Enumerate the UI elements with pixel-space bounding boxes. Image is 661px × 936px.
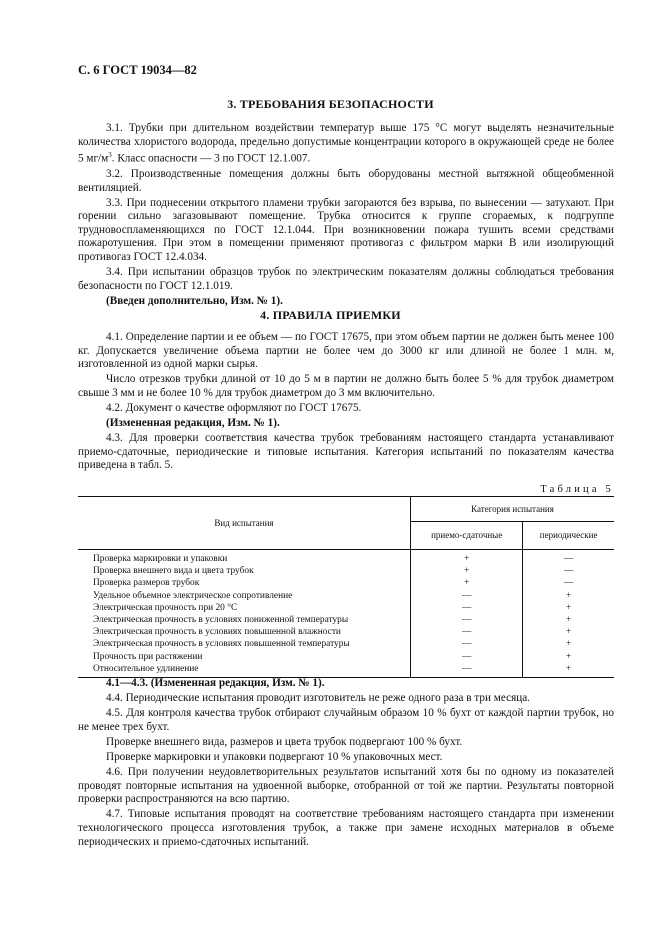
paragraph-3-4: 3.4. При испытании образцов трубок по электрическим показателям должны соблюдаться требования безопасности по ГОСТ 12.1.019. — [78, 266, 614, 292]
acceptance-mark-cell: — — [411, 614, 523, 626]
test-name-cell: Относительное удлинение — [78, 663, 411, 678]
test-name-cell: Электрическая прочность в условиях пониженной температуры — [93, 615, 349, 626]
paragraph-3-3: 3.3. При поднесении открытого пламени трубки загораются без взрыва, по вынесении — затухают. При горении сильно загазовывают помещение. Трубка относится к группе сгораемых, к подгруппе трудновоспламеняющихся по ГОСТ 12.1.044. При возникновении пожара тушить всеми средствами пожаротушения. При этом в помещении применяют противогаз с фильтром марки В или изолирующий противогаз ГОСТ 12.4.034. — [78, 196, 614, 264]
acceptance-mark-cell: — — [411, 590, 523, 602]
table-row — [78, 651, 614, 663]
col-header-test-type: Вид испытания — [78, 497, 411, 550]
periodic-mark-cell: + — [523, 651, 614, 663]
test-name-cell: Электрическая прочность при 20 °С — [93, 602, 238, 613]
table-row — [78, 614, 614, 626]
acceptance-mark-cell: — — [411, 663, 523, 678]
col-header-acceptance: приемо-сдаточные — [411, 522, 523, 550]
amendment-note-3: (Введен дополнительно, Изм. № 1). — [106, 294, 283, 307]
section-4-title: 4. ПРАВИЛА ПРИЕМКИ — [260, 308, 401, 322]
periodic-mark-cell: + — [523, 638, 614, 650]
periodic-mark-cell: — — [523, 550, 614, 566]
paragraph-4-1-cont: Число отрезков трубки длиной от 10 до 5 м в партии не должно быть более 5 % для трубок диаметром свыше 3 мм и не более 10 % для трубок диаметром до 3 мм включительно. — [78, 373, 614, 399]
test-name-cell: Проверка внешнего вида и цвета трубок — [93, 566, 254, 577]
test-name-cell: Электрическая прочность в условиях повышенной температуры — [93, 639, 350, 650]
paragraph-4-2: 4.2. Документ о качестве оформляют по ГОСТ 17675. — [106, 401, 362, 414]
table-5-body — [78, 550, 614, 678]
acceptance-mark-cell: — — [411, 638, 523, 650]
table-5 — [78, 496, 614, 678]
acceptance-mark-cell: + — [411, 577, 523, 589]
acceptance-mark-cell: — — [411, 626, 523, 638]
section-3-body — [78, 122, 614, 310]
test-name-cell: Удельное объемное электрическое сопротивление — [93, 590, 293, 601]
section-3-title: 3. ТРЕБОВАНИЯ БЕЗОПАСНОСТИ — [227, 97, 434, 111]
paragraph-4-5: 4.5. Для контроля качества трубок отбирают случайным образом 10 % бухт от каждой партии трубок, но не менее трех бухт. — [78, 707, 614, 733]
col-header-category: Категория испытания — [411, 497, 615, 522]
table-row — [78, 602, 614, 614]
test-name-cell: Проверка размеров трубок — [93, 578, 200, 589]
table-row — [78, 663, 614, 678]
paragraph-4-1: 4.1. Определение партии и ее объем — по ГОСТ 17675, при этом объем партии не должен быть менее 100 кг. Допускается увеличение объема партии не более чем до 3000 кг или длиной не более 1 млн. м, изготовленной из одной марки сырья. — [78, 331, 614, 371]
paragraph-4-5-b: Проверке внешнего вида, размеров и цвета трубок подвергают 100 % бухт. — [106, 735, 463, 748]
section-4-continued — [78, 677, 614, 851]
periodic-mark-cell: — — [523, 577, 614, 589]
section-4-body — [78, 331, 614, 474]
test-name-cell: Электрическая прочность в условиях повышенной влажности — [93, 627, 341, 638]
table-row — [78, 638, 614, 650]
table-row — [78, 590, 614, 602]
paragraph-3-1: 3.1. Трубки при длительном воздействии температур выше 175 °С могут выделять незначительные количества хлористого водорода, предельно допустимые концентрации которого в окружающей среде не более 5 $мг/м^3$. Класс опасности — 3 по ГОСТ 12.1.007. — [78, 122, 614, 165]
paragraph-3-2: 3.2. Производственные помещения должны быть оборудованы местной вытяжной общеобменной вентиляцией. — [78, 168, 614, 194]
periodic-mark-cell: + — [523, 602, 614, 614]
periodic-mark-cell: + — [523, 663, 614, 678]
acceptance-mark-cell: + — [411, 565, 523, 577]
periodic-mark-cell: + — [523, 590, 614, 602]
table-5-caption: Таблица 5 — [540, 484, 614, 495]
table-row — [78, 626, 614, 638]
amendment-note-4-2: (Измененная редакция, Изм. № 1). — [106, 417, 280, 430]
paragraph-4-6: 4.6. При получении неудовлетворительных результатов испытаний хотя бы по одному из показателей проводят повторные испытания на удвоенной выборке, отобранной от той же партии. Результаты повторной проверки распространяются на всю партию. — [78, 766, 614, 806]
acceptance-mark-cell: + — [411, 550, 523, 566]
periodic-mark-cell: — — [523, 565, 614, 577]
acceptance-mark-cell: — — [411, 602, 523, 614]
periodic-mark-cell: + — [523, 614, 614, 626]
paragraph-4-4: 4.4. Периодические испытания проводит изготовитель не реже одного раза в три месяца. — [106, 692, 530, 705]
test-name-cell: Прочность при растяжении — [93, 651, 203, 662]
paragraph-4-5-c: Проверке маркировки и упаковки подвергают 10 % упаковочных мест. — [106, 750, 443, 763]
col-header-periodic: периодические — [523, 522, 614, 550]
page-header: С. 6 ГОСТ 19034—82 — [78, 63, 197, 77]
acceptance-mark-cell: — — [411, 651, 523, 663]
paragraph-4-3: 4.3. Для проверки соответствия качества трубок требованиям настоящего стандарта устанавливают приемо-сдаточные, периодические и типовые испытания. Категория испытаний по показателям качества приведена в табл. 5. — [78, 432, 614, 472]
amendment-note-4-1-4-3: 4.1—4.3. (Измененная редакция, Изм. № 1). — [106, 677, 325, 689]
table-row — [78, 577, 614, 589]
table-row — [78, 565, 614, 577]
paragraph-4-7: 4.7. Типовые испытания проводят на соответствие требованиям настоящего стандарта при изменении технологического процесса изготовления трубок, а также при замене исходных материалов в объеме периодических и приемо-сдаточных испытаний. — [78, 808, 614, 848]
periodic-mark-cell: + — [523, 626, 614, 638]
table-row — [78, 550, 614, 566]
test-name-cell: Проверка маркировки и упаковки — [93, 554, 228, 564]
